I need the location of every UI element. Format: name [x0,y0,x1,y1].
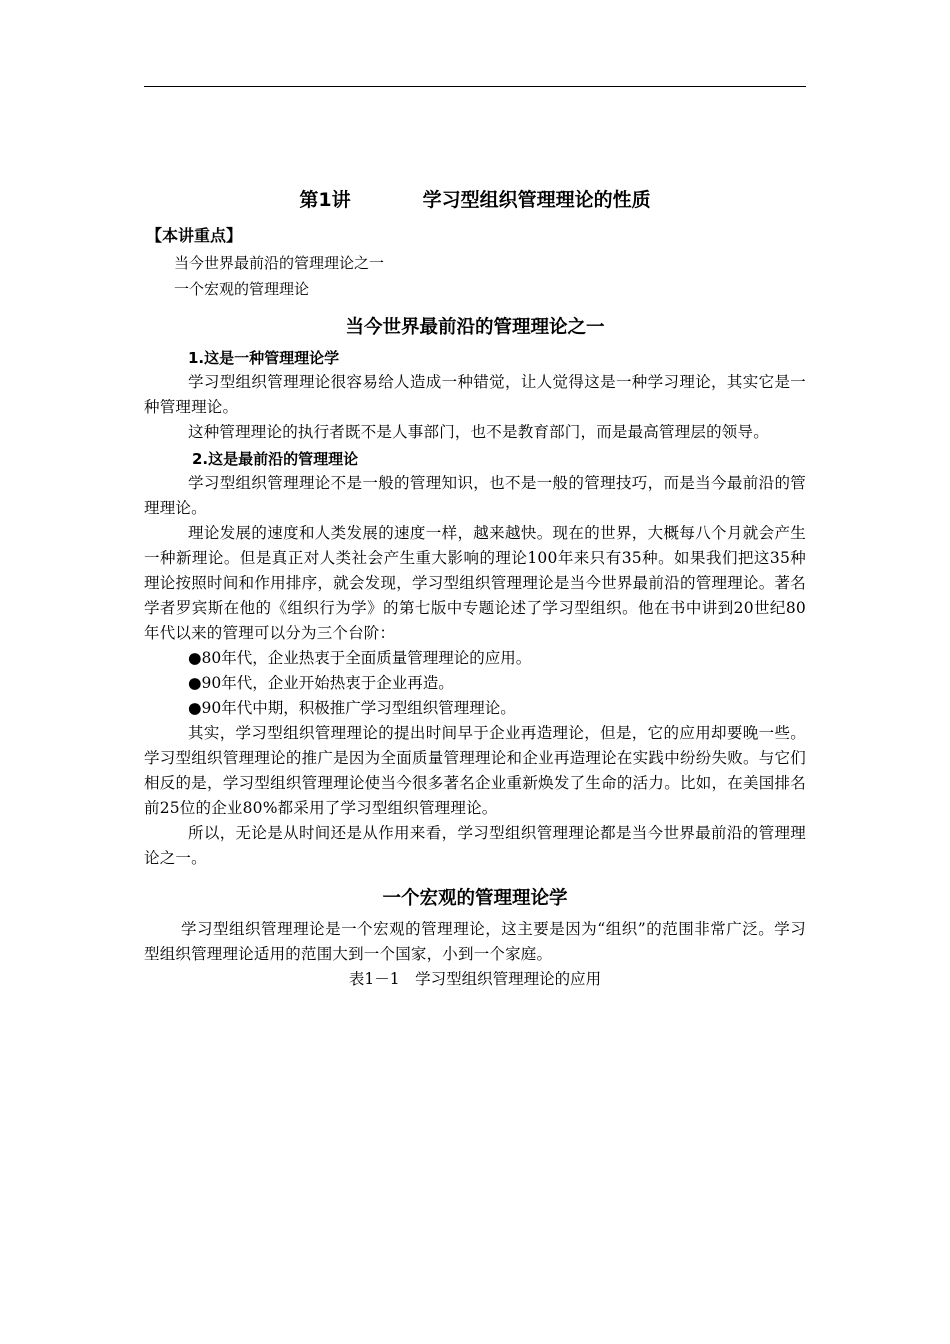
subsection-heading: 2.这是最前沿的管理理论 [192,450,359,468]
bullet-item: ●80年代，企业热衷于全面质量管理理论的应用。 [188,649,532,667]
key-point-item: 当今世界最前沿的管理理论之一 [174,254,385,272]
key-point-item: 一个宏观的管理理论 [174,280,310,298]
paragraph: 学习型组织管理理论是一个宏观的管理理论，这主要是因为“组织”的范围非常广泛。学习型组织管理理论适用的范围大到一个国家，小到一个家庭。 [144,920,806,963]
document-body [144,186,806,991]
paragraph: 这种管理理论的执行者既不是人事部门，也不是教育部门，而是最高管理层的领导。 [188,423,769,441]
paragraph: 学习型组织管理理论不是一般的管理知识，也不是一般的管理技巧，而是当今最前沿的管理理论。 [144,474,806,517]
paragraph: 理论发展的速度和人类发展的速度一样，越来越快。现在的世界，大概每八个月就会产生一种新理论。但是真正对人类社会产生重大影响的理论100年来只有35种。如果我们把这35种理论按照时间和作用排序，就会发现，学习型组织管理理论是当今世界最前沿的管理理论。著名学者罗宾斯在他的《组织行为学》的第七版中专题论述了学习型组织。他在书中讲到20世纪80年代以来的管理可以分为三个台阶： [144,524,806,642]
bullet-item: ●90年代，企业开始热衷于企业再造。 [188,674,454,692]
key-points-heading: 【本讲重点】 [146,226,243,245]
table-caption: 表1－1 学习型组织管理理论的应用 [348,970,602,988]
paragraph: 所以，无论是从时间还是从作用来看，学习型组织管理理论都是当今世界最前沿的管理理论之一。 [144,824,806,867]
subsection-heading: 1.这是一种管理理论学 [188,349,340,367]
section-heading: 当今世界最前沿的管理理论之一 [345,317,605,338]
paragraph: 学习型组织管理理论很容易给人造成一种错觉，让人觉得这是一种学习理论，其实它是一种管理理论。 [144,373,806,416]
section-heading: 一个宏观的管理理论学 [382,888,568,909]
lecture-number: 第1讲 [299,189,351,211]
paragraph: 其实，学习型组织管理理论的提出时间早于企业再造理论，但是，它的应用却要晚一些。学习型组织管理理论的推广是因为全面质量管理理论和企业再造理论在实践中纷纷失败。与它们相反的是，学习型组织管理理论使当今很多著名企业重新焕发了生命的活力。比如，在美国排名前25位的企业80%都采用了学习型组织管理理论。 [144,724,806,817]
lecture-title [144,186,806,214]
bullet-item: ●90年代中期，积极推广学习型组织管理理论。 [188,699,516,717]
lecture-title-text: 学习型组织管理理论的性质 [422,189,651,211]
header-rule [144,86,806,87]
